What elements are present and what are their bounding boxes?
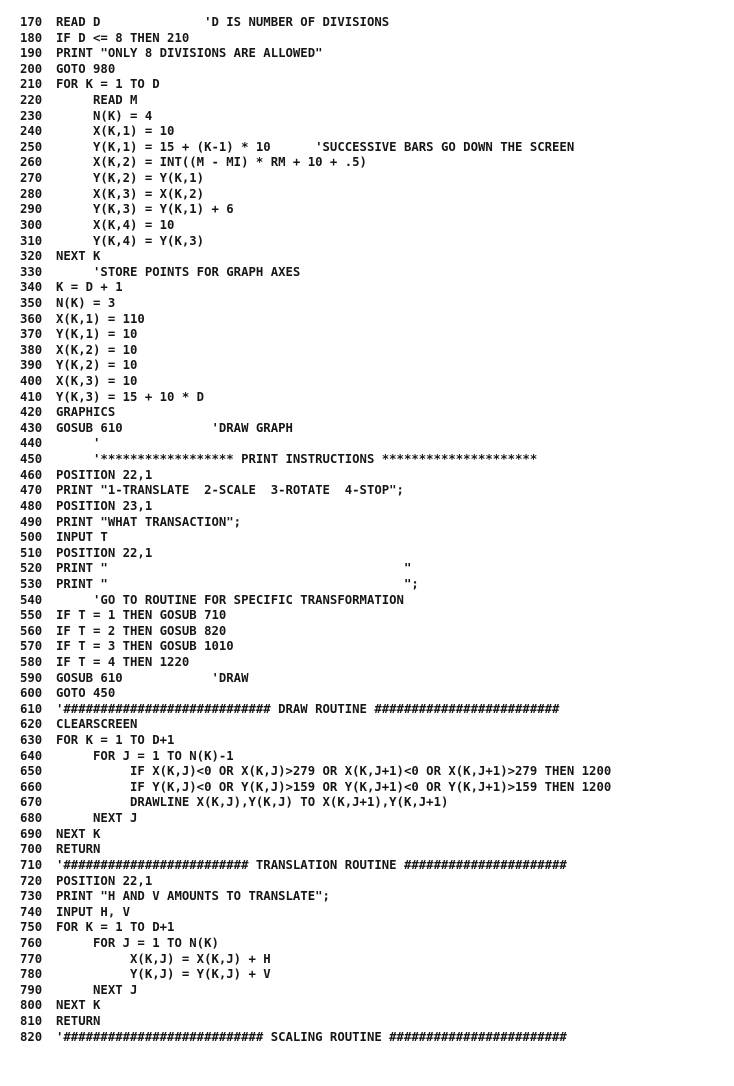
code-line [0, 218, 734, 234]
code-text: X(K,1) = 110 [56, 311, 145, 326]
code-text: GRAPHICS [56, 405, 116, 420]
line-number: 580 [20, 654, 43, 669]
line-number: 330 [20, 264, 43, 279]
code-text: '############################ DRAW ROUTINE ######################### [56, 701, 560, 716]
code-text: READ D 'D IS NUMBER OF DIVISIONS [56, 15, 390, 29]
line-number: 220 [20, 93, 43, 108]
line-number: 290 [20, 202, 43, 217]
line-number: 440 [20, 436, 43, 451]
line-number: 410 [20, 389, 43, 404]
line-number: 200 [20, 61, 43, 76]
code-line [0, 858, 734, 874]
line-number: 590 [20, 670, 43, 685]
line-number: 210 [20, 77, 43, 92]
line-number: 550 [20, 608, 43, 623]
code-line [0, 109, 734, 125]
code-text: PRINT "1-TRANSLATE 2-SCALE 3-ROTATE 4-STOP"; [56, 483, 404, 498]
line-number: 400 [20, 374, 43, 389]
code-text: '######################### TRANSLATION ROUTINE ###################### [56, 857, 567, 872]
code-text: 'STORE POINTS FOR GRAPH AXES [56, 264, 301, 279]
code-line [0, 671, 734, 687]
code-line [0, 202, 734, 218]
code-text: NEXT K [56, 826, 101, 841]
code-text: Y(K,4) = Y(K,3) [56, 233, 205, 248]
code-line [0, 717, 734, 733]
code-text: IF T = 1 THEN GOSUB 710 [56, 608, 227, 623]
code-line [0, 62, 734, 78]
line-number: 620 [20, 717, 43, 732]
code-text: X(K,2) = 10 [56, 342, 138, 357]
code-line [0, 702, 734, 718]
code-text: Y(K,2) = Y(K,1) [56, 171, 205, 186]
code-line [0, 15, 734, 31]
line-number: 310 [20, 233, 43, 248]
code-line [0, 905, 734, 921]
code-text: X(K,J) = X(K,J) + H [56, 951, 271, 966]
code-text: X(K,3) = 10 [56, 374, 138, 389]
code-text: NEXT J [56, 982, 138, 997]
code-line [0, 296, 734, 312]
line-number: 260 [20, 155, 43, 170]
code-line [0, 327, 734, 343]
code-line [0, 343, 734, 359]
line-number: 420 [20, 405, 43, 420]
code-text: Y(K,1) = 15 + (K-1) * 10 'SUCCESSIVE BARS GO DOWN THE SCREEN [56, 139, 575, 154]
code-line [0, 686, 734, 702]
line-number: 270 [20, 171, 43, 186]
code-text: N(K) = 4 [56, 108, 153, 123]
line-number: 740 [20, 904, 43, 919]
code-text: NEXT J [56, 811, 138, 826]
code-line [0, 827, 734, 843]
line-number: 360 [20, 311, 43, 326]
line-number: 800 [20, 998, 43, 1013]
code-text: FOR K = 1 TO D+1 [56, 733, 175, 748]
code-text: IF D <= 8 THEN 210 [56, 30, 190, 45]
code-line [0, 499, 734, 515]
line-number: 480 [20, 498, 43, 513]
code-line [0, 93, 734, 109]
code-text: ' [56, 436, 101, 451]
line-number: 640 [20, 748, 43, 763]
code-line [0, 530, 734, 546]
line-number: 180 [20, 30, 43, 45]
code-line [0, 655, 734, 671]
line-number: 570 [20, 639, 43, 654]
code-text: Y(K,3) = Y(K,1) + 6 [56, 202, 234, 217]
line-number: 380 [20, 342, 43, 357]
code-text: READ M [56, 93, 138, 108]
line-number: 750 [20, 920, 43, 935]
code-line [0, 780, 734, 796]
code-line [0, 374, 734, 390]
code-line [0, 358, 734, 374]
code-line [0, 31, 734, 47]
line-number: 690 [20, 826, 43, 841]
code-text: PRINT "ONLY 8 DIVISIONS ARE ALLOWED" [56, 46, 323, 61]
line-number: 520 [20, 561, 43, 576]
code-line [0, 171, 734, 187]
code-text: DRAWLINE X(K,J),Y(K,J) TO X(K,J+1),Y(K,J+1) [56, 795, 449, 810]
line-number: 240 [20, 124, 43, 139]
code-line [0, 733, 734, 749]
code-text: INPUT T [56, 530, 108, 545]
code-text: IF T = 4 THEN 1220 [56, 654, 190, 669]
code-text: PRINT "H AND V AMOUNTS TO TRANSLATE"; [56, 889, 330, 904]
line-number: 810 [20, 1014, 43, 1028]
code-text: '****************** PRINT INSTRUCTIONS ********************* [56, 452, 538, 467]
code-line [0, 280, 734, 296]
line-number: 760 [20, 935, 43, 950]
line-number: 300 [20, 217, 43, 232]
code-line [0, 998, 734, 1014]
line-number: 600 [20, 686, 43, 701]
basic-program-listing [0, 15, 734, 1045]
code-line [0, 624, 734, 640]
line-number: 680 [20, 811, 43, 826]
code-text: IF T = 3 THEN GOSUB 1010 [56, 639, 234, 654]
code-text: GOTO 450 [56, 686, 116, 701]
line-number: 350 [20, 295, 43, 310]
line-number: 700 [20, 842, 43, 857]
line-number: 340 [20, 280, 43, 295]
code-text: Y(K,3) = 15 + 10 * D [56, 389, 205, 404]
line-number: 710 [20, 857, 43, 872]
code-text: FOR K = 1 TO D [56, 77, 160, 92]
code-line [0, 483, 734, 499]
line-number: 230 [20, 108, 43, 123]
line-number: 510 [20, 545, 43, 560]
code-text: NEXT K [56, 249, 101, 264]
code-text: '########################### SCALING ROUTINE ######################## [56, 1029, 567, 1044]
code-text: CLEARSCREEN [56, 717, 138, 732]
line-number: 560 [20, 623, 43, 638]
code-text: PRINT " " [56, 561, 412, 576]
line-number: 470 [20, 483, 43, 498]
code-text: GOSUB 610 'DRAW GRAPH [56, 420, 293, 435]
code-text: Y(K,2) = 10 [56, 358, 138, 373]
line-number: 780 [20, 967, 43, 982]
code-text: PRINT "WHAT TRANSACTION"; [56, 514, 242, 529]
code-line [0, 234, 734, 250]
code-text: FOR J = 1 TO N(K) [56, 935, 219, 950]
code-line [0, 46, 734, 62]
line-number: 170 [20, 15, 43, 29]
code-text: RETURN [56, 1014, 101, 1028]
code-line [0, 249, 734, 265]
code-text: X(K,1) = 10 [56, 124, 175, 139]
code-line [0, 795, 734, 811]
code-line [0, 967, 734, 983]
code-text: X(K,3) = X(K,2) [56, 186, 205, 201]
code-line [0, 312, 734, 328]
line-number: 450 [20, 452, 43, 467]
code-text: X(K,4) = 10 [56, 217, 175, 232]
code-text: Y(K,1) = 10 [56, 327, 138, 342]
code-line [0, 577, 734, 593]
line-number: 630 [20, 733, 43, 748]
line-number: 820 [20, 1029, 43, 1044]
code-line [0, 749, 734, 765]
line-number: 490 [20, 514, 43, 529]
code-text: POSITION 22,1 [56, 545, 153, 560]
line-number: 660 [20, 779, 43, 794]
code-line [0, 140, 734, 156]
line-number: 320 [20, 249, 43, 264]
code-line [0, 77, 734, 93]
code-text: POSITION 23,1 [56, 498, 153, 513]
code-line [0, 468, 734, 484]
code-text: NEXT K [56, 998, 101, 1013]
code-line [0, 515, 734, 531]
code-text: RETURN [56, 842, 101, 857]
code-line [0, 1014, 734, 1030]
code-line [0, 920, 734, 936]
code-line [0, 593, 734, 609]
code-line [0, 436, 734, 452]
code-line [0, 1030, 734, 1046]
code-line [0, 155, 734, 171]
code-line [0, 124, 734, 140]
code-line [0, 561, 734, 577]
code-text: GOSUB 610 'DRAW [56, 670, 249, 685]
code-line [0, 842, 734, 858]
code-line [0, 608, 734, 624]
code-text: FOR J = 1 TO N(K)-1 [56, 748, 234, 763]
code-text: 'GO TO ROUTINE FOR SPECIFIC TRANSFORMATION [56, 592, 404, 607]
code-line [0, 936, 734, 952]
line-number: 730 [20, 889, 43, 904]
code-line [0, 639, 734, 655]
line-number: 650 [20, 764, 43, 779]
code-text: X(K,2) = INT((M - MI) * RM + 10 + .5) [56, 155, 367, 170]
code-text: IF T = 2 THEN GOSUB 820 [56, 623, 227, 638]
line-number: 250 [20, 139, 43, 154]
line-number: 530 [20, 576, 43, 591]
code-line [0, 421, 734, 437]
code-line [0, 811, 734, 827]
code-line [0, 405, 734, 421]
line-number: 770 [20, 951, 43, 966]
code-line [0, 889, 734, 905]
code-line [0, 546, 734, 562]
code-text: GOTO 980 [56, 61, 116, 76]
code-text: K = D + 1 [56, 280, 123, 295]
code-line [0, 983, 734, 999]
code-line [0, 187, 734, 203]
code-text: PRINT " "; [56, 576, 419, 591]
code-line [0, 952, 734, 968]
code-line [0, 452, 734, 468]
code-line [0, 764, 734, 780]
line-number: 430 [20, 420, 43, 435]
line-number: 190 [20, 46, 43, 61]
code-line [0, 874, 734, 890]
line-number: 370 [20, 327, 43, 342]
line-number: 790 [20, 982, 43, 997]
code-text: IF Y(K,J)<0 OR Y(K,J)>159 OR Y(K,J+1)<0 OR Y(K,J+1)>159 THEN 1200 [56, 779, 612, 794]
line-number: 720 [20, 873, 43, 888]
line-number: 540 [20, 592, 43, 607]
code-text: POSITION 22,1 [56, 873, 153, 888]
code-text: IF X(K,J)<0 OR X(K,J)>279 OR X(K,J+1)<0 OR X(K,J+1)>279 THEN 1200 [56, 764, 612, 779]
code-text: INPUT H, V [56, 904, 131, 919]
code-text: Y(K,J) = Y(K,J) + V [56, 967, 271, 982]
line-number: 280 [20, 186, 43, 201]
code-line [0, 265, 734, 281]
line-number: 670 [20, 795, 43, 810]
code-line [0, 390, 734, 406]
line-number: 500 [20, 530, 43, 545]
code-text: POSITION 22,1 [56, 467, 153, 482]
line-number: 460 [20, 467, 43, 482]
code-text: FOR K = 1 TO D+1 [56, 920, 175, 935]
code-text: N(K) = 3 [56, 295, 116, 310]
line-number: 610 [20, 701, 43, 716]
line-number: 390 [20, 358, 43, 373]
